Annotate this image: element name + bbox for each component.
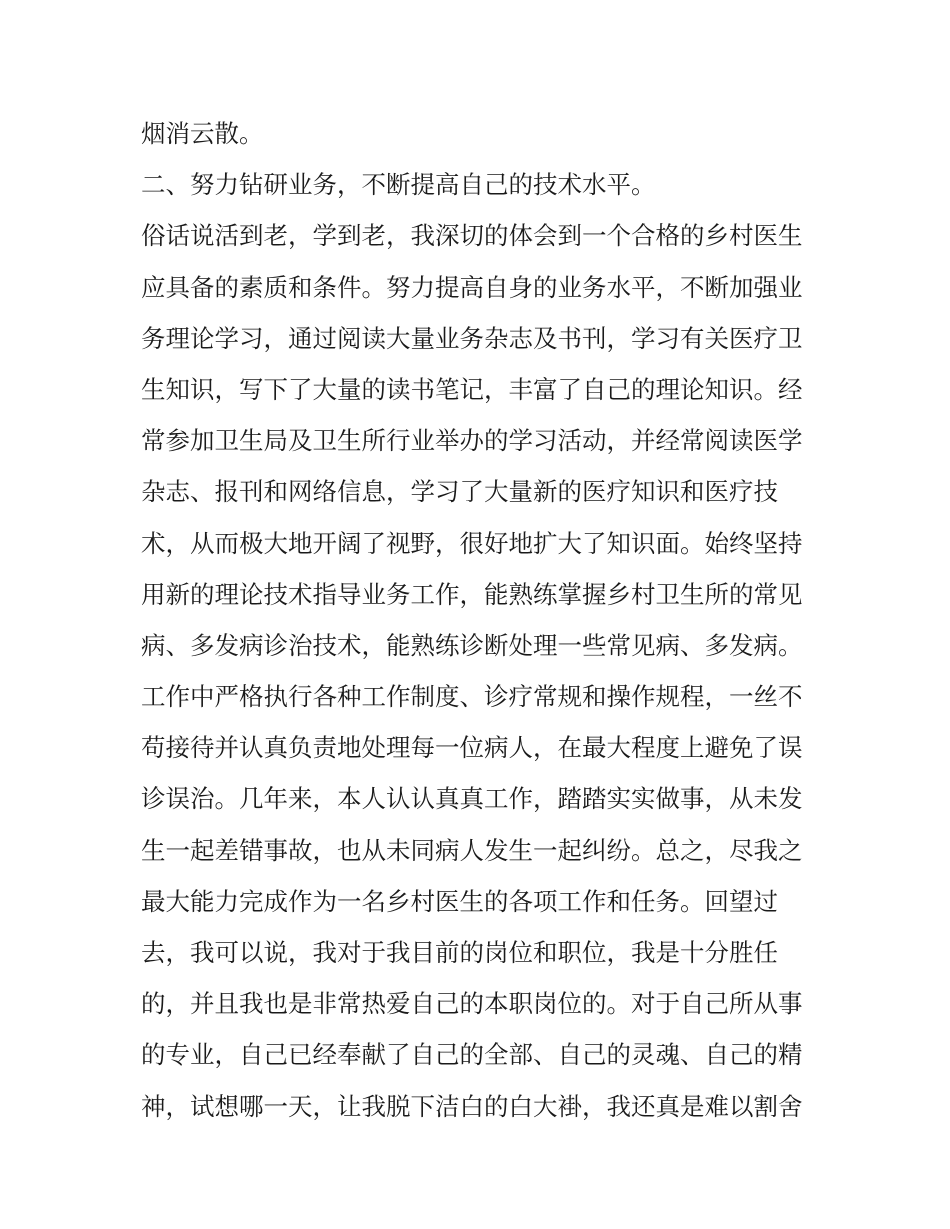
- text-line: 生一起差错事故，也从未同病人发生一起纠纷。总之，尽我之: [141, 835, 803, 865]
- text-line: 常参加卫生局及卫生所行业举办的学习活动，并经常阅读医学: [141, 426, 803, 456]
- body-text: [141, 108, 821, 1132]
- text-line: 苟接待并认真负责地处理每一位病人，在最大程度上避免了误: [141, 733, 803, 763]
- text-line: 务理论学习，通过阅读大量业务杂志及书刊，学习有关医疗卫: [141, 323, 803, 353]
- section-heading: 二、努力钻研业务，不断提高自己的技术水平。: [141, 170, 656, 200]
- text-line: 神，试想哪一天，让我脱下洁白的白大褂，我还真是难以割舍: [141, 1091, 803, 1121]
- text-line: 去，我可以说，我对于我目前的岗位和职位，我是十分胜任: [141, 938, 778, 967]
- text-line: 诊误治。几年来，本人认认真真工作，踏踏实实做事，从未发: [141, 784, 803, 814]
- text-line: 的，并且我也是非常热爱自己的本职岗位的。对于自己所从事: [141, 989, 803, 1019]
- text-line: 俗话说活到老，学到老，我深切的体会到一个合格的乡村医生: [141, 221, 803, 251]
- text-line: 的专业，自己已经奉献了自己的全部、自己的灵魂、自己的精: [141, 1040, 803, 1070]
- text-line: 杂志、报刊和网络信息，学习了大量新的医疗知识和医疗技: [141, 477, 778, 507]
- text-line: 术，从而极大地开阔了视野，很好地扩大了知识面。始终坚持: [141, 528, 803, 558]
- text-line: 生知识，写下了大量的读书笔记，丰富了自己的理论知识。经: [141, 374, 803, 404]
- text-line: 工作中严格执行各种工作制度、诊疗常规和操作规程，一丝不: [141, 682, 803, 712]
- text-line: 用新的理论技术指导业务工作，能熟练掌握乡村卫生所的常见: [141, 579, 803, 609]
- text-line: 病、多发病诊治技术，能熟练诊断处理一些常见病、多发病。: [141, 630, 803, 660]
- text-line: 烟消云散。: [141, 119, 264, 148]
- text-line: 最大能力完成作为一名乡村医生的各项工作和任务。回望过: [141, 886, 778, 916]
- text-line: 应具备的素质和条件。努力提高自身的业务水平，不断加强业: [141, 272, 803, 302]
